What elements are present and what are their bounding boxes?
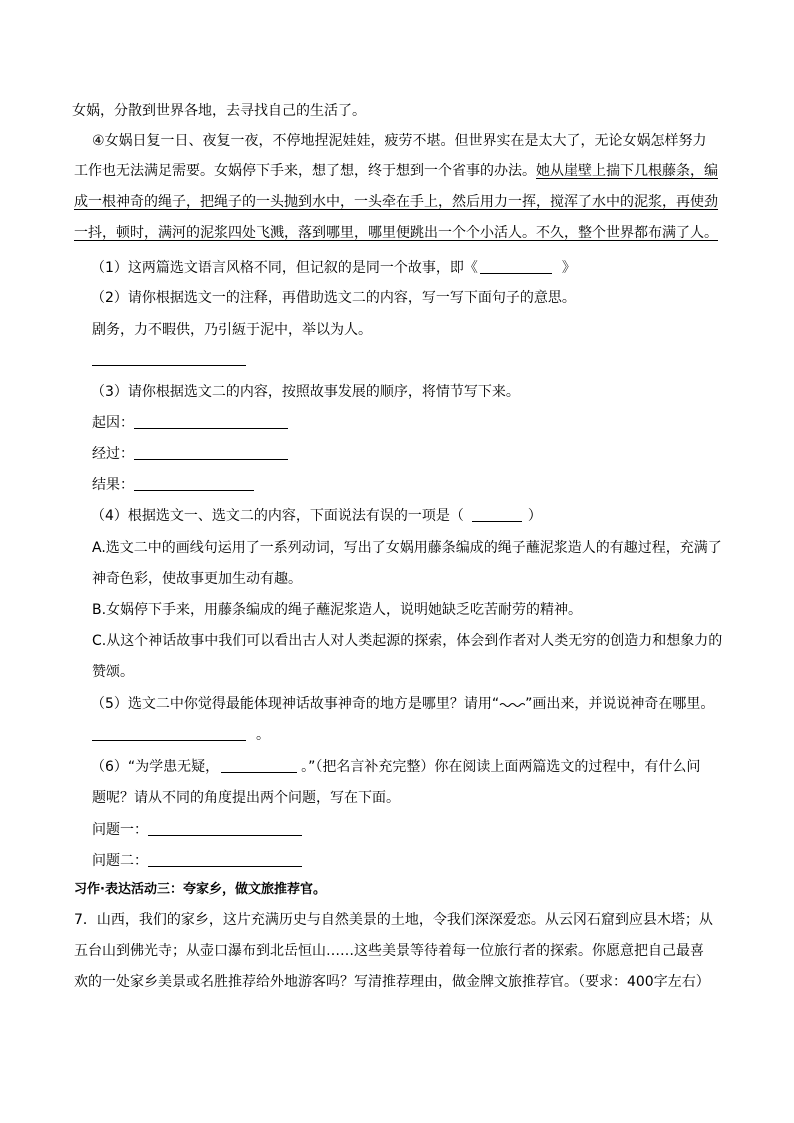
question-7-line: 五台山到佛光寺；从壶口瀑布到北岳恒山……这些美景等待着每一位旅行者的探索。你愿意把自己最喜	[74, 943, 704, 959]
answer-blank[interactable]	[134, 414, 288, 429]
option-c-continued: 赞颂。	[92, 664, 134, 680]
question-5	[91, 694, 714, 714]
question-7-line: 欢的一处家乡美景或名胜推荐给外地游客吗？写清推荐理由，做金牌文旅推荐官。（要求：400字左右）	[74, 974, 710, 990]
question-4	[91, 506, 542, 526]
field-label: 经过：	[92, 446, 134, 462]
question-1	[91, 258, 576, 278]
option-b: B.女娲停下手来，用藤条编成的绳子蘸泥浆造人，说明她缺乏吃苦耐劳的精神。	[92, 602, 583, 618]
underlined-sentence: 她从崖壁上揣下几根藤条，编	[536, 163, 718, 179]
answer-blank[interactable]	[134, 476, 254, 491]
section-title: 习作·表达活动三：夸家乡，做文旅推荐官。	[74, 882, 326, 897]
question-7-line: 7．山西，我们的家乡，这片充满历史与自然美景的土地，令我们深深爱恋。从云冈石窟到应县木塔；从	[74, 912, 713, 928]
option-a: A.选文二中的画线句运用了一系列动词，写出了女娲用藤条编成的绳子蘸泥浆造人的有趣过程，充满了	[92, 540, 722, 556]
passage-paragraph-4-line: ④女娲日复一日、夜复一夜，不停地捏泥娃娃，疲劳不堪。但世界实在是太大了，无论女娲怎样努力	[92, 133, 707, 149]
question-3: （3）请你根据选文二的内容，按照故事发展的顺序，将情节写下来。	[91, 384, 520, 400]
question-text: 。”（把名言补充完整）你在阅读上面两篇选文的过程中，有什么问	[301, 759, 701, 775]
question-text: （1）这两篇选文语言风格不同，但记叙的是同一个故事，即《	[91, 260, 478, 276]
question-text: ”画出来，并说说神奇在哪里。	[525, 696, 715, 712]
field-label: 问题二：	[92, 853, 148, 869]
answer-blank[interactable]	[472, 507, 522, 522]
passage-paragraph-4-line	[74, 161, 718, 181]
passage-text: 工作也无法满足需要。女娲停下手来，想了想，终于想到一个省事的办法。	[74, 163, 536, 179]
answer-line[interactable]	[92, 350, 246, 370]
question-text: ）	[527, 508, 542, 524]
option-a-continued: 神奇色彩，使故事更加生动有趣。	[92, 571, 302, 587]
answer-row-cause	[92, 413, 288, 433]
question-text: （5）选文二中你觉得最能体现神话故事神奇的地方是哪里？请用“	[91, 696, 500, 712]
question-text: 》	[561, 260, 576, 276]
answer-row-question-1	[92, 820, 302, 840]
question-6	[91, 757, 700, 777]
question-2: （2）请你根据选文一的注释，再借助选文二的内容，写一写下面句子的意思。	[91, 290, 576, 306]
answer-blank[interactable]	[148, 852, 302, 867]
question-text: （4）根据选文一、选文二的内容，下面说法有误的一项是（	[91, 508, 464, 524]
field-label: 结果：	[92, 477, 134, 493]
answer-blank[interactable]	[480, 259, 552, 274]
answer-row-result	[92, 475, 254, 495]
wavy-line-icon	[499, 698, 525, 708]
question-6-continued: 题呢？请从不同的角度提出两个问题，写在下面。	[92, 790, 400, 806]
classical-quote: 剧务，力不暇供，乃引絚于泥中，举以为人。	[92, 322, 372, 338]
answer-row	[92, 725, 270, 745]
answer-blank[interactable]	[148, 821, 302, 836]
passage-line: 女娲，分散到世界各地，去寻找自己的生活了。	[72, 103, 366, 119]
answer-blank[interactable]	[134, 445, 288, 460]
punctuation: 。	[256, 727, 270, 743]
field-label: 问题一：	[92, 822, 148, 838]
option-c: C.从这个神话故事中我们可以看出古人对人类起源的探索，体会到作者对人类无穷的创造力和想象力的	[92, 633, 723, 649]
field-label: 起因：	[92, 415, 134, 431]
answer-row-question-2	[92, 851, 302, 871]
answer-blank[interactable]	[92, 726, 246, 741]
underlined-sentence: 成一根神奇的绳子，把绳子的一头抛到水中，一头牵在手上，然后用力一挥，搅浑了水中的泥浆，再使劲	[74, 194, 718, 210]
answer-blank[interactable]	[221, 758, 297, 773]
underlined-sentence: 一抖，顿时，满河的泥浆四处飞溅，落到哪里，哪里便跳出一个个小活人。不久，整个世界都布满了人。	[74, 225, 718, 241]
answer-row-process	[92, 444, 288, 464]
question-text: （6）“为学患无疑，	[91, 759, 220, 775]
